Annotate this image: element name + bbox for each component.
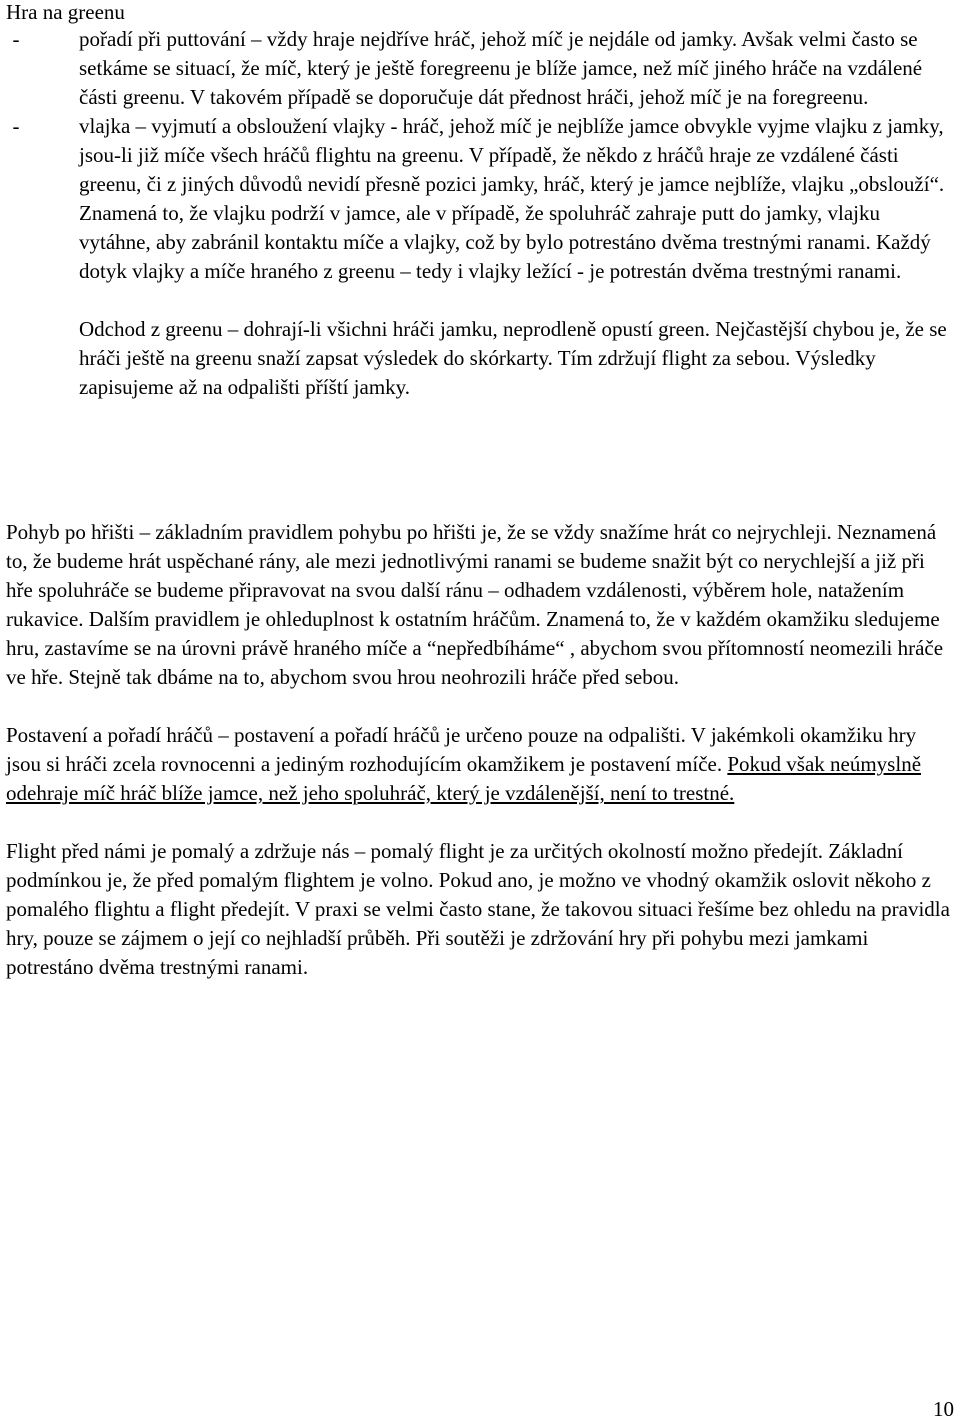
green-rules-list (6, 25, 954, 286)
paragraph-postaveni-text: Postavení a pořadí hráčů – postavení a pořadí hráčů je určeno pouze na odpališti. V jakémkoli okamžiku hry jsou si hráči zcela rovnocenni a jediným rozhodujícím okamžikem je postavení míče. (6, 723, 917, 776)
list-bullet: - (12, 114, 20, 138)
paragraph-postaveni (6, 721, 954, 808)
paragraph-pohyb: Pohyb po hřišti – základním pravidlem pohybu po hřišti je, že se vždy snažíme hrát co nejrychleji. Neznamená to, že budeme hrát uspěchané rány, ale mezi jednotlivými ranami se budeme snažit být co nerychlejší a již při hře spoluhráče se budeme připravovat na svou další ránu – odhadem vzdálenosti, výběrem hole, natažením rukavice. Dalším pravidlem je ohleduplnost k ostatním hráčům. Znamená to, že v každém okamžiku sledujeme hru, zastavíme se na úrovni právě hraného míče a “nepředbíháme“ , abychom svou přítomností neomezili hráče ve hře. Stejně tak dbáme na to, abychom svou hrou neohrozili hráče před sebou. (6, 520, 944, 689)
paragraph-flight: Flight před námi je pomalý a zdržuje nás – pomalý flight je za určitých okolností možno předejít. Základní podmínkou je, že před pomalým flightem je volno. Pokud ano, je možno ve vhodný okamžik oslovit někoho z pomalého flightu a flight předejít. V praxi se velmi často stane, že takovou situaci řešíme bez ohledu na pravidla hry, pouze se zájmem o její co nejhladší průběh. Při soutěži je zdržování hry při pohybu mezi jamkami potrestáno dvěma trestnými ranami. (6, 839, 950, 979)
paragraph-odchod: Odchod z greenu – dohrají-li všichni hráči jamku, neprodleně opustí green. Nejčastější chybou je, že se hráči ještě na greenu snaží zapsat výsledek do skórkarty. Tím zdržují flight za sebou. Výsledky zapisujeme až na odpališti příští jamky. (79, 317, 947, 399)
paragraph-postaveni-underlined: Pokud však neúmyslně odehraje míč hráč blíže jamce, než jeho spoluhráč, který je vzdálenější, není to trestné. (6, 752, 922, 805)
page-number: 10 (933, 1397, 954, 1421)
list-item (6, 112, 954, 286)
list-item-text: vlajka – vyjmutí a obsloužení vlajky - hráč, jehož míč je nejblíže jamce obvykle vyjme vlajku z jamky, jsou-li již míče všech hráčů flightu na greenu. V případě, že někdo z hráčů hraje ze vzdálené části greenu, či z jiných důvodů nevidí přesně pozici jamky, hráč, který je jamce nejblíže, vlajku „obslouží“. Znamená to, že vlajku podrží v jamce, ale v případě, že spoluhráč zahraje putt do jamky, vlajku vytáhne, aby zabránil kontaktu míče a vlajky, což by bylo potrestáno dvěma trestnými ranami. Každý dotyk vlajky a míče hraného z greenu – tedy i vlajky ležící - je potrestán dvěma trestnými ranami. (79, 114, 945, 283)
list-item-text: pořadí při puttování – vždy hraje nejdříve hráč, jehož míč je nejdále od jamky. Avšak velmi často se setkáme se situací, že míč, který je ještě foregreenu je blíže jamce, než míč jiného hráče na vzdálené části greenu. V takovém případě se doporučuje dát přednost hráči, jehož míč je na foregreenu. (79, 27, 923, 109)
document-page (6, 0, 954, 982)
list-bullet: - (12, 27, 20, 51)
section-heading: Hra na greenu (6, 0, 125, 24)
list-item (6, 25, 954, 112)
